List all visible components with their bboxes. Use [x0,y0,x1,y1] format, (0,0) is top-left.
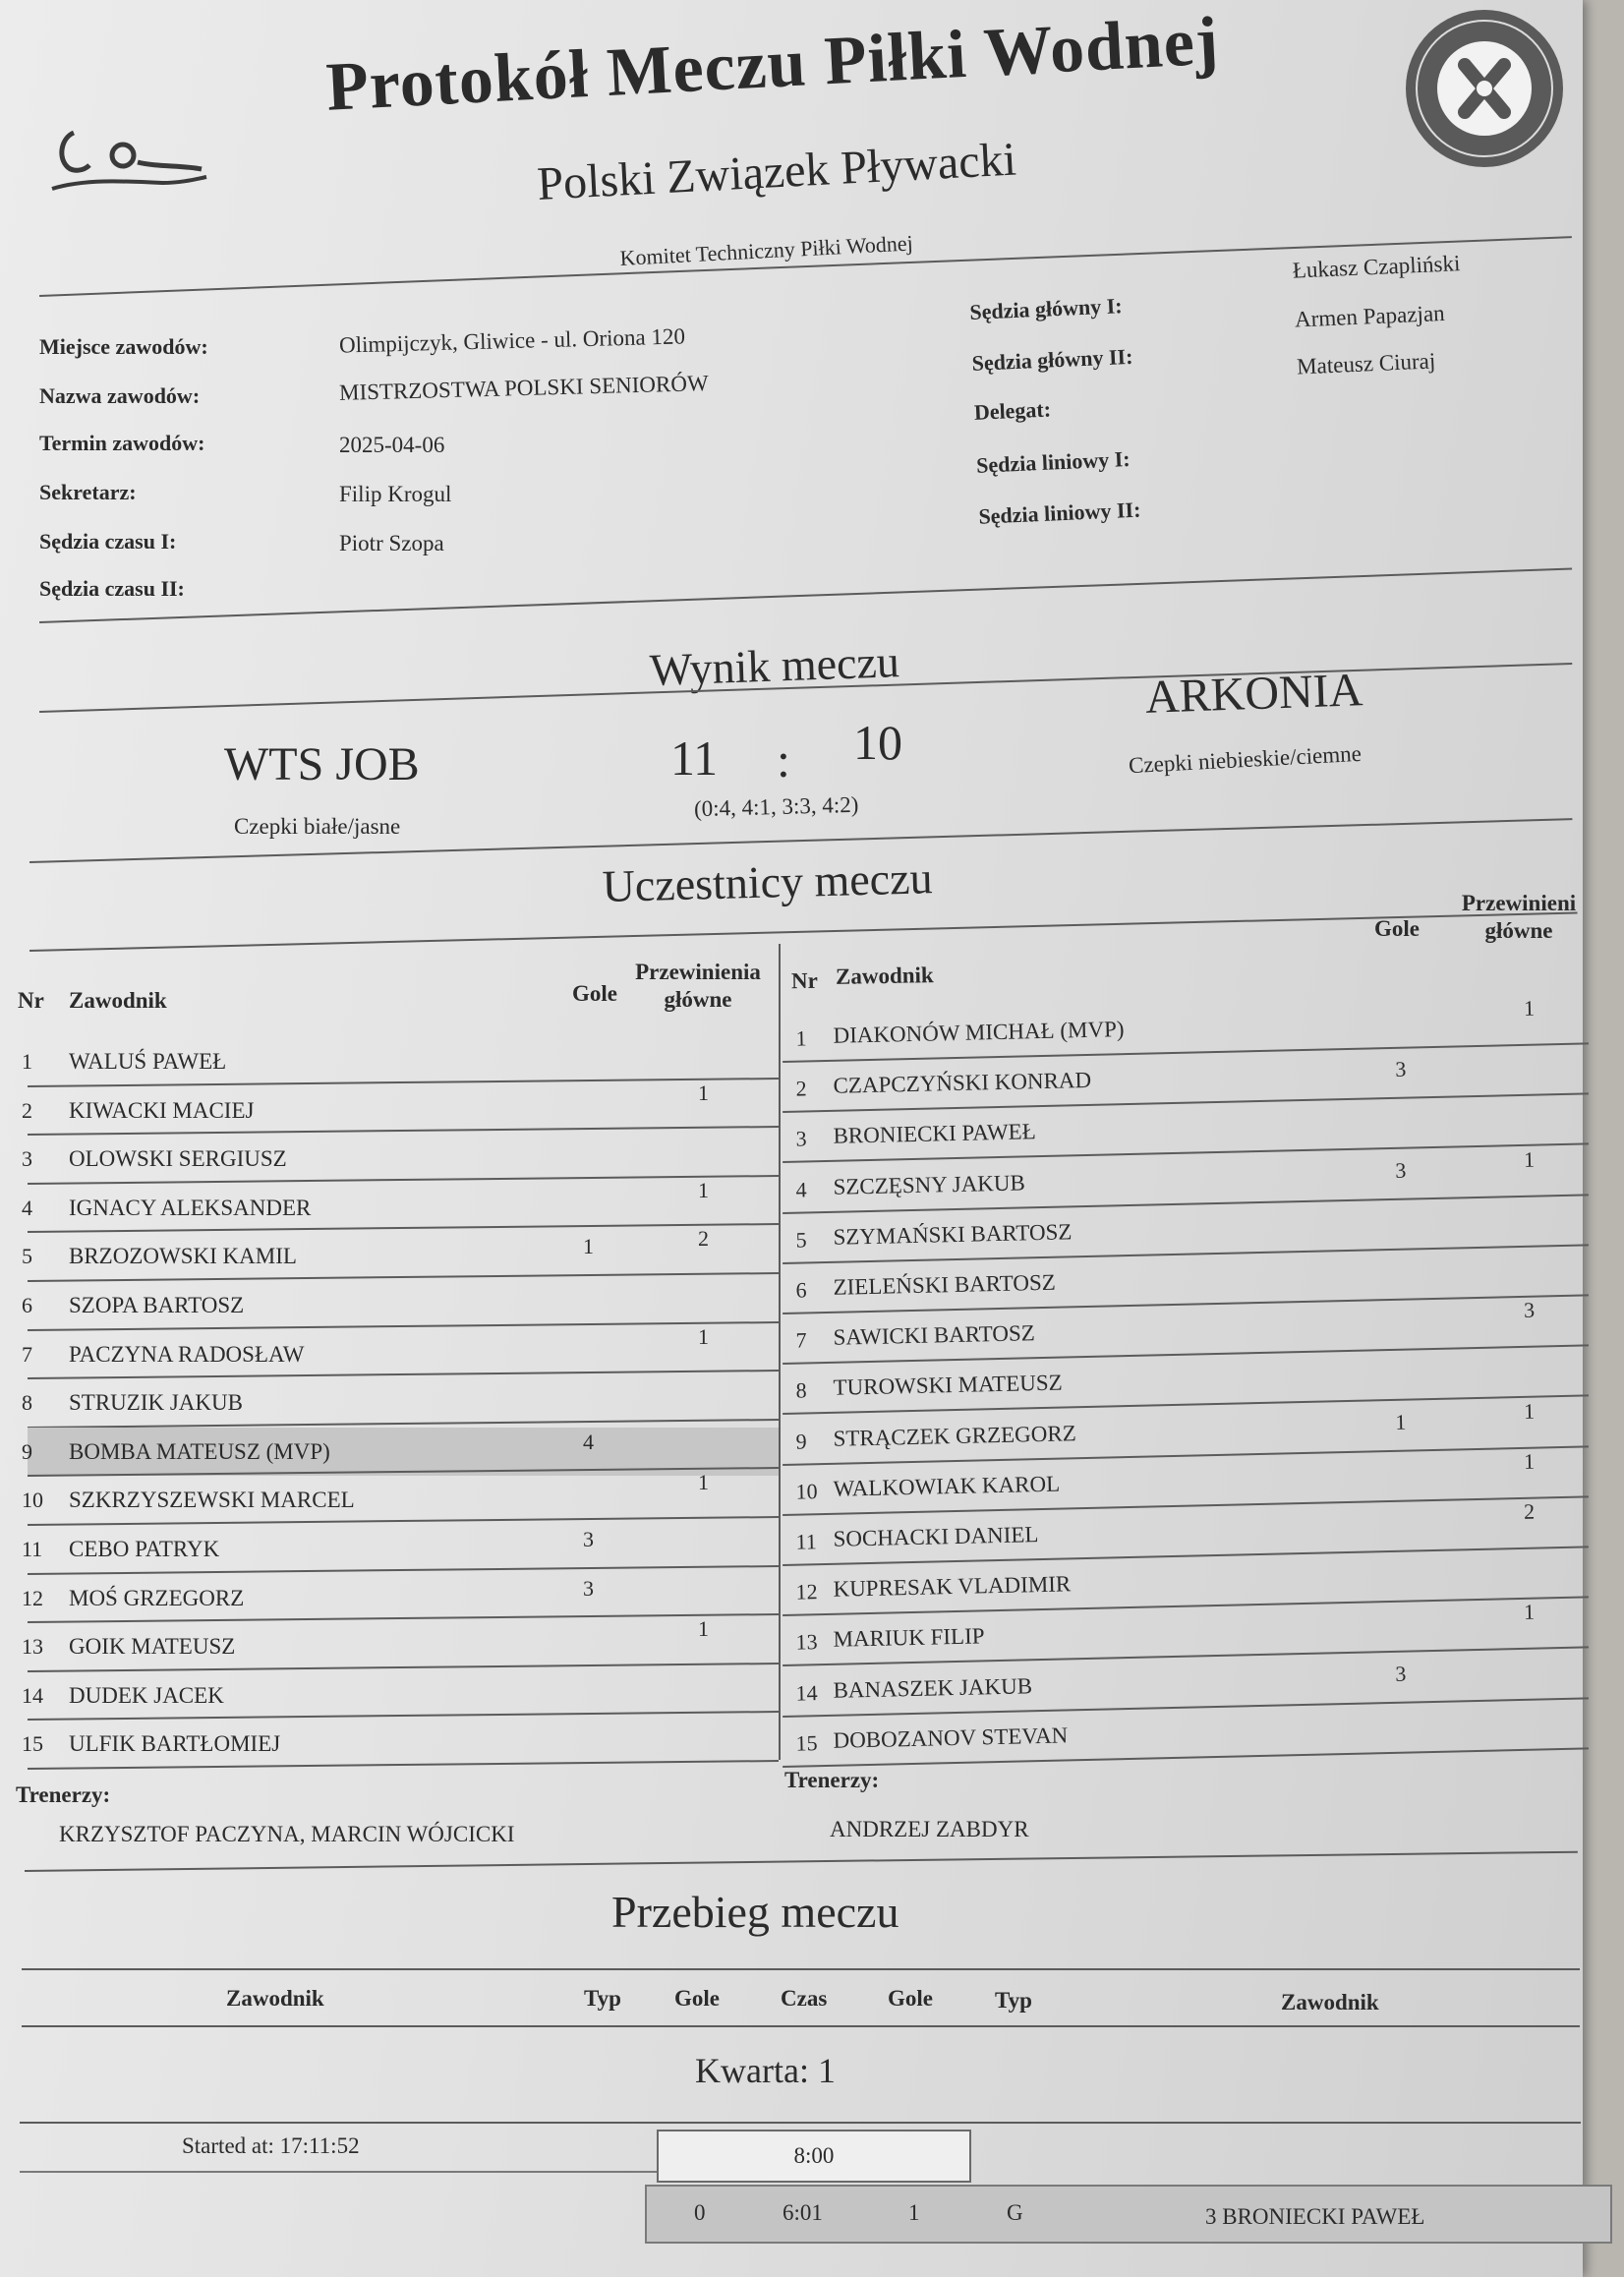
player-name: MARIUK FILIP [833,1623,985,1653]
progress-col-home-player: Zawodnik [226,1986,324,2011]
event-name-label: Nazwa zawodów: [39,383,201,408]
player-number: 8 [22,1390,32,1416]
away-caps: Czepki niebieskie/ciemne [1128,740,1363,779]
player-goals: 1 [583,1234,594,1259]
player-fouls: 1 [698,1470,709,1495]
player-name: MOŚ GRZEGORZ [69,1585,245,1610]
score-separator: : [777,732,790,788]
player-fouls: 1 [1523,1600,1536,1625]
start-time-box [657,2130,971,2183]
table-row [22,1525,779,1574]
player-name: SZCZĘSNY JAKUB [833,1169,1026,1199]
venue-value: Olimpijczyk, Gliwice - ul. Oriona 120 [338,323,686,358]
away-col-player: Zawodnik [835,963,934,989]
home-col-nr: Nr [18,988,44,1013]
player-number: 2 [22,1097,32,1123]
player-fouls: 1 [1523,1398,1536,1424]
player-name: SZOPA BARTOSZ [69,1293,245,1317]
home-col-fouls: Przewinienia główne [635,960,761,1012]
event-date-label: Termin zawodów: [39,431,205,455]
head-referee-1-value: Łukasz Czapliński [1292,251,1461,283]
event-name-value: MISTRZOSTWA POLSKI SENIORÓW [338,371,709,405]
player-name: DIAKONÓW MICHAŁ (MVP) [833,1017,1125,1048]
event-type: G [1007,2200,1023,2225]
player-number: 4 [795,1177,807,1202]
player-number: 15 [22,1731,43,1757]
away-coaches: ANDRZEJ ZABDYR [830,1817,1029,1841]
home-col-goals: Gole [572,981,617,1006]
player-name: PACZYNA RADOSŁAW [69,1341,305,1367]
player-number: 11 [795,1529,818,1554]
pzp-seal-icon [1406,10,1563,167]
home-caps: Czepki białe/jasne [234,814,401,839]
player-name: SZYMAŃSKI BARTOSZ [833,1219,1073,1250]
line-judge-1-label: Sędzia liniowy I: [975,446,1131,478]
event-date-value: 2025-04-06 [339,433,445,457]
progress-col-away-player: Zawodnik [1281,1990,1379,2014]
player-name: TUROWSKI MATEUSZ [833,1370,1063,1401]
start-time: 8:00 [793,2143,835,2168]
player-name: STRĄCZEK GRZEGORZ [833,1420,1077,1451]
result-title: Wynik meczu [649,636,900,695]
participants-title: Uczestnicy meczu [602,852,934,911]
player-name: KIWACKI MACIEJ [69,1097,255,1123]
player-number: 1 [795,1025,807,1051]
away-col-fouls: Przewinieni główne [1461,891,1577,943]
player-number: 1 [22,1049,32,1074]
player-fouls: 1 [1523,1146,1536,1172]
timekeeper-1-label: Sędzia czasu I: [39,529,177,554]
table-row [22,1135,779,1184]
player-name: KUPRESAK VLADIMIR [833,1571,1072,1602]
player-number: 12 [22,1585,43,1610]
player-name: GOIK MATEUSZ [69,1634,236,1660]
away-col-goals: Gole [1374,916,1420,941]
table-row [22,1378,779,1428]
player-name: BRONIECKI PAWEŁ [833,1119,1037,1149]
away-score: 10 [853,715,902,770]
player-number: 9 [795,1429,807,1454]
player-fouls: 1 [1523,995,1536,1021]
player-number: 4 [22,1195,32,1220]
started-at: Started at: 17:11:52 [182,2133,360,2158]
progress-col-home-type: Typ [584,1986,621,2011]
player-number: 11 [22,1537,43,1561]
event-time: 6:01 [783,2200,823,2225]
player-number: 3 [22,1146,32,1172]
line-judge-2-label: Sędzia liniowy II: [977,496,1141,529]
timekeeper-2-label: Sędzia czasu II: [39,576,185,601]
head-referee-1-label: Sędzia główny I: [968,293,1124,324]
player-number: 8 [795,1377,807,1404]
protocol-title: Protokół Meczu Piłki Wodnej [324,3,1221,126]
player-number: 7 [795,1327,807,1353]
player-fouls: 1 [698,1323,709,1349]
quarter-label: Kwarta: 1 [695,2051,836,2090]
player-name: DUDEK JACEK [69,1682,224,1708]
player-fouls: 2 [698,1226,709,1252]
organization-name: Polski Związek Pływacki [536,133,1018,210]
player-number: 3 [795,1126,807,1152]
player-number: 12 [795,1579,818,1605]
table-row [22,1177,779,1233]
player-goals: 3 [1395,1157,1407,1183]
event-player: 3 BRONIECKI PAWEŁ [1205,2204,1425,2229]
player-name: SOCHACKI DANIEL [833,1522,1039,1551]
player-name: ULFIK BARTŁOMIEJ [69,1731,281,1757]
table-row [22,1428,779,1477]
player-number: 2 [795,1076,807,1101]
player-name: STRUZIK JAKUB [69,1390,243,1416]
home-team-name: WTS JOB [224,738,420,790]
swimmer-logo-icon [44,108,211,202]
player-name: BANASZEK JAKUB [833,1672,1033,1703]
event-home-goals: 0 [694,2200,706,2225]
table-row [22,1080,779,1136]
player-goals: 3 [583,1527,594,1551]
player-number: 6 [795,1277,807,1303]
event-row [645,2185,1612,2244]
table-row [22,1720,779,1769]
player-name: WALUŚ PAWEŁ [69,1049,227,1074]
table-row [22,1281,779,1330]
player-goals: 3 [1395,1056,1407,1082]
player-name: IGNACY ALEKSANDER [69,1195,312,1220]
table-row [22,1323,779,1379]
player-number: 13 [795,1629,818,1656]
player-number: 5 [795,1227,807,1253]
player-name: CEBO PATRYK [69,1537,220,1561]
timekeeper-1-value: Piotr Szopa [339,531,444,555]
player-goals: 4 [583,1429,594,1454]
player-goals: 3 [583,1575,594,1601]
committee-name: Komitet Techniczny Piłki Wodnej [619,230,914,270]
secretary-value: Filip Krogul [339,482,452,506]
player-number: 10 [22,1488,43,1513]
player-name: ZIELEŃSKI BARTOSZ [833,1269,1057,1300]
player-goals: 3 [1395,1661,1407,1686]
progress-col-home-goals: Gole [674,1986,720,2011]
table-row [22,1470,779,1525]
home-coaches-label: Trenerzy: [16,1782,111,1807]
player-name: BRZOZOWSKI KAMIL [69,1244,297,1269]
home-coaches: KRZYSZTOF PACZYNA, MARCIN WÓJCICKI [59,1822,515,1846]
player-number: 14 [22,1682,43,1708]
player-name: SAWICKI BARTOSZ [833,1320,1036,1350]
player-fouls: 1 [1523,1448,1536,1474]
player-number: 10 [795,1478,818,1504]
player-fouls: 1 [698,1080,709,1105]
player-number: 14 [795,1679,818,1706]
player-name: BOMBA MATEUSZ (MVP) [69,1438,330,1464]
home-score: 11 [670,730,719,786]
player-name: CZAPCZYŃSKI KONRAD [833,1068,1092,1098]
player-number: 13 [22,1634,43,1660]
delegate-label: Delegat: [973,396,1052,425]
progress-title: Przebieg meczu [611,1887,899,1937]
player-number: 5 [22,1244,32,1269]
player-name: SZKRZYSZEWSKI MARCEL [69,1488,355,1513]
player-number: 9 [22,1438,32,1464]
quarter-scores: (0:4, 4:1, 3:3, 4:2) [693,791,859,822]
player-number: 7 [22,1341,32,1367]
player-name: OLOWSKI SERGIUSZ [69,1146,287,1172]
player-name: WALKOWIAK KAROL [833,1471,1061,1501]
event-away-goals: 1 [908,2200,920,2225]
table-row [22,1616,779,1671]
table-row [22,1226,779,1281]
away-team-name: ARKONIA [1144,664,1364,724]
venue-label: Miejsce zawodów: [39,334,208,359]
away-coaches-label: Trenerzy: [784,1768,880,1792]
player-fouls: 3 [1523,1297,1536,1323]
player-goals: 1 [1395,1409,1407,1434]
table-row [22,1574,779,1623]
head-referee-2-value: Armen Papazjan [1294,300,1446,332]
player-fouls: 1 [698,1616,709,1642]
away-col-nr: Nr [790,967,819,994]
head-referee-2-label: Sędzia główny II: [971,343,1133,376]
player-fouls: 2 [1523,1498,1536,1524]
player-number: 15 [795,1729,818,1756]
progress-col-away-goals: Gole [888,1986,933,2011]
progress-col-away-type: Typ [995,1988,1032,2013]
home-col-player: Zawodnik [69,988,167,1013]
player-name: DOBOZANOV STEVAN [833,1722,1069,1753]
player-number: 6 [22,1293,32,1317]
delegate-value: Mateusz Ciuraj [1296,348,1436,380]
table-row [22,1671,779,1721]
player-fouls: 1 [698,1177,709,1202]
table-row [22,1037,779,1086]
secretary-label: Sekretarz: [39,480,137,504]
progress-col-time: Czas [781,1986,828,2011]
